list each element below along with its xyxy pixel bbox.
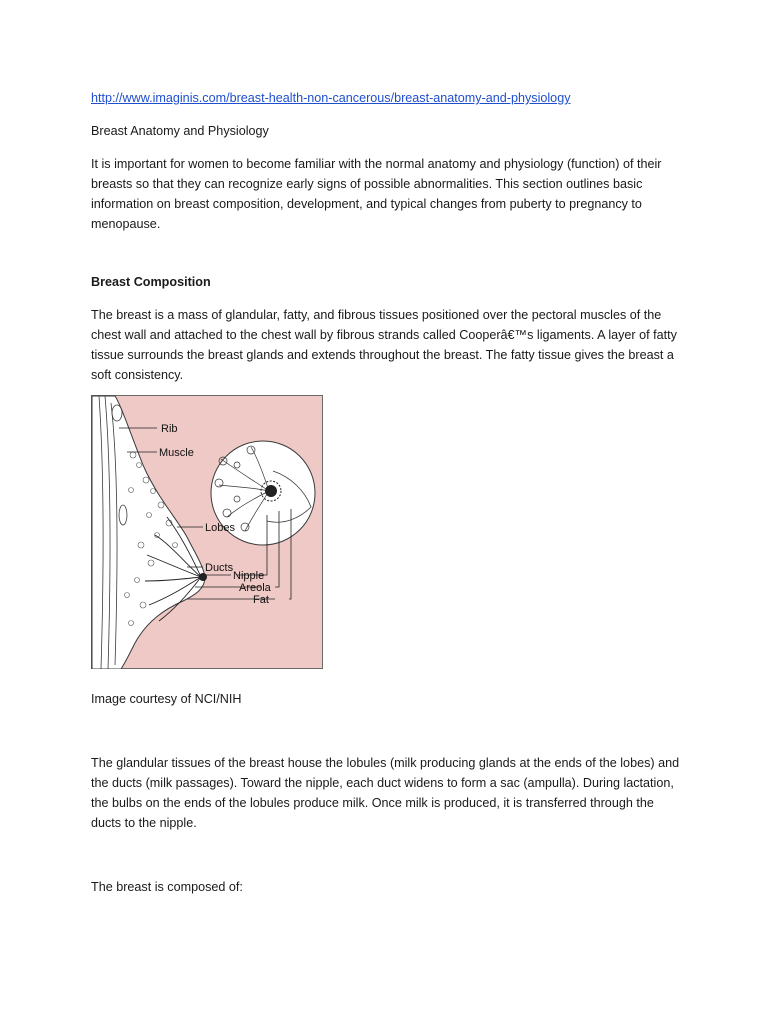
label-lobes: Lobes [205,522,235,534]
label-muscle: Muscle [159,447,194,459]
nipple-mark [199,573,207,581]
composed-of-heading: The breast is composed of: [91,880,243,894]
intro-paragraph: It is important for women to become familiar with the normal anatomy and physiology (function) of their breasts so that they can recognize early signs of possible abnormalities. This section outlines basic information on breast composition, development, and typical changes from puberty to pregnancy to menopause. [91,157,662,231]
label-fat: Fat [253,594,269,606]
glandular-paragraph: The glandular tissues of the breast house the lobules (milk producing glands at the ends of the lobes) and the ducts (milk passages). Toward the nipple, each duct widens to form a sac (ampulla). During lactation, the bulbs on the ends of the lobules produce milk. Once milk is produced, it is transferred through the ducts to the nipple. [91,756,680,830]
composition-paragraph: The breast is a mass of glandular, fatty, and fibrous tissues positioned over the pectoral muscles of the chest wall and attached to the chest wall by fibrous strands called Cooperâ€™s ligaments. A layer of fatty tissue surrounds the breast glands and extends throughout the breast. The fatty tissue gives the breast a soft consistency. [91,308,677,382]
breast-anatomy-diagram [91,395,323,669]
section-heading-composition: Breast Composition [91,275,211,289]
label-nipple: Nipple [233,570,265,582]
label-areola: Areola [239,582,271,594]
label-ducts: Ducts [205,562,234,574]
source-link[interactable]: http://www.imaginis.com/breast-health-non-cancerous/breast-anatomy-and-physiology [91,91,571,105]
image-credit: Image courtesy of NCI/NIH [91,692,242,706]
document-title: Breast Anatomy and Physiology [91,124,269,138]
anatomy-figure [91,395,323,669]
document-page [91,88,681,897]
label-rib: Rib [161,423,178,435]
